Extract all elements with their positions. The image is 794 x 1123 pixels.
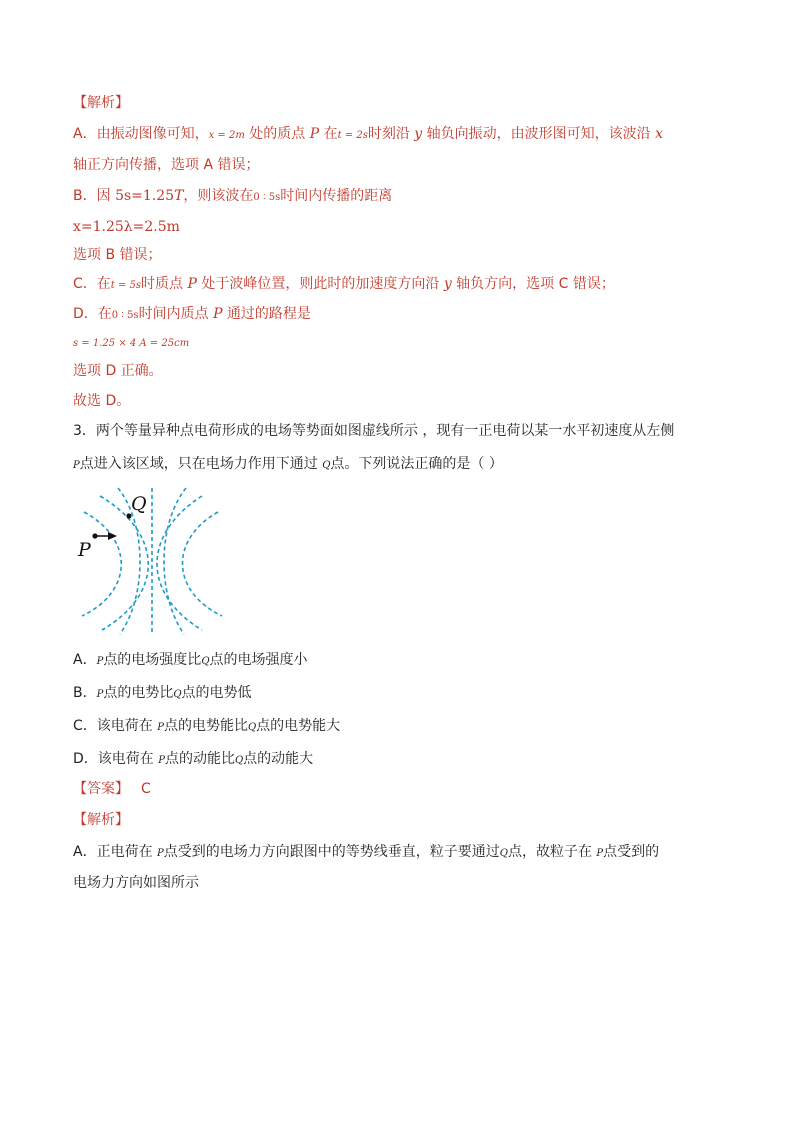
text: B．因: [73, 188, 116, 204]
answer-label: 【答案】: [73, 781, 129, 797]
text: 点的动能比: [164, 751, 235, 767]
equation-distance: x=1.25λ=2.5m: [73, 219, 180, 235]
math-t-eq: t = 2s: [337, 130, 368, 141]
equipotential-line-left-outer: [82, 512, 121, 616]
text: 点的动能大: [243, 751, 314, 767]
analysis-option-a: [73, 124, 663, 146]
var-q: Q: [173, 689, 182, 700]
var-p: P: [96, 656, 104, 667]
analysis-3-a-cont: 电场力方向如图所示: [73, 875, 199, 891]
analysis-option-b-result: 选项 B 错误；: [73, 247, 162, 263]
math-t-eq: t = 5s: [110, 280, 142, 291]
var-q: Q: [322, 460, 331, 471]
analysis-option-d: [73, 304, 311, 326]
text: 点的电势低: [181, 685, 252, 701]
text: 处的质点: [244, 126, 310, 142]
equation-path: s = 1.25 × 4 A = 25cm: [73, 338, 190, 349]
analysis-option-a-cont: 轴正方向传播，选项 A 错误；: [73, 157, 260, 173]
text: C．在: [73, 276, 111, 292]
text: 点受到的电场力方向跟图中的等势线垂直，粒子要通过: [163, 844, 500, 860]
var-q: Q: [247, 722, 257, 733]
answer-value: C: [141, 781, 151, 797]
question-3-stem: 3．两个等量异种点电荷形成的电场等势面如图虚线所示 ，现有一正电荷以某一水平初速度从左侧: [73, 423, 675, 439]
var-p: P: [187, 276, 197, 292]
equipotential-figure: [72, 484, 228, 636]
text: ，则该波在: [183, 188, 254, 204]
var-x: x: [655, 126, 664, 142]
var-p: P: [157, 722, 164, 733]
math-interval: 0 ∶ 5s: [253, 192, 281, 203]
var-y: y: [443, 276, 452, 292]
text: 点的电势比: [103, 685, 174, 701]
text: 点进入该区域，只在电场力作用下通过: [79, 456, 323, 472]
math-x-eq: x = 2m: [208, 130, 245, 141]
analysis-option-b: [73, 186, 392, 208]
text: 处于波峰位置，则此时的加速度方向沿: [196, 276, 444, 292]
var-y: y: [414, 126, 423, 142]
text: 点的电场强度比: [103, 652, 202, 668]
equipotential-line-left-middle: [100, 496, 148, 630]
var-p: P: [213, 306, 223, 322]
text: C．该电荷在: [73, 718, 158, 734]
text: D．在: [73, 306, 112, 322]
var-q: Q: [201, 656, 210, 667]
var-p: P: [73, 460, 80, 471]
text: 点的电场强度小: [209, 652, 308, 668]
analysis-heading-1: 【解析】: [73, 95, 129, 111]
var-p: P: [596, 848, 604, 859]
text: A．由振动图像可知，: [73, 126, 209, 142]
analysis-conclusion: 故选 D。: [73, 393, 131, 409]
choice-d[interactable]: [73, 749, 313, 771]
text: 在: [319, 126, 338, 142]
text: 点的电势能比: [163, 718, 248, 734]
analysis-heading-2: 【解析】: [73, 812, 129, 828]
text: 时间内质点: [138, 306, 214, 322]
math-5s: 5s=1.25: [115, 188, 175, 204]
text: D．该电荷在: [73, 751, 159, 767]
text: 点的电势能大: [256, 718, 341, 734]
var-p: P: [157, 848, 164, 859]
text: B．: [73, 685, 97, 701]
text: 时质点: [141, 276, 188, 292]
analysis-option-c: [73, 274, 615, 296]
var-q: Q: [234, 755, 244, 766]
question-3-stem-cont: [73, 454, 503, 476]
var-p: P: [309, 126, 320, 142]
text: 点受到的: [603, 844, 660, 860]
text: 点，故粒子在: [507, 844, 597, 860]
text: 时刻沿: [367, 126, 415, 142]
text: 时间内传播的距离: [280, 188, 393, 204]
text: 点。下列说法正确的是（ ）: [330, 456, 503, 472]
var-q: Q: [499, 848, 508, 859]
text: A．正电荷在: [73, 844, 158, 860]
var-p: P: [96, 689, 104, 700]
choice-c[interactable]: [73, 716, 340, 738]
choice-a[interactable]: [73, 650, 308, 672]
equipotential-line-right-outer: [182, 512, 222, 616]
text: 轴负方向，选项 C 错误；: [451, 276, 615, 292]
text: 通过的路程是: [222, 306, 311, 322]
analysis-3-a: [73, 842, 659, 864]
text: 轴负向振动，由波形图可知，该波沿: [422, 126, 656, 142]
choice-b[interactable]: [73, 683, 252, 705]
label-q: Q: [131, 493, 147, 515]
var-t: T: [174, 188, 184, 204]
var-p: P: [158, 755, 165, 766]
label-p: P: [78, 539, 91, 561]
math-interval: 0 ∶ 5s: [111, 310, 139, 321]
answer-line: [73, 779, 151, 799]
velocity-arrowhead: [108, 532, 117, 540]
analysis-option-d-result: 选项 D 正确。: [73, 363, 163, 379]
text: A．: [73, 652, 97, 668]
